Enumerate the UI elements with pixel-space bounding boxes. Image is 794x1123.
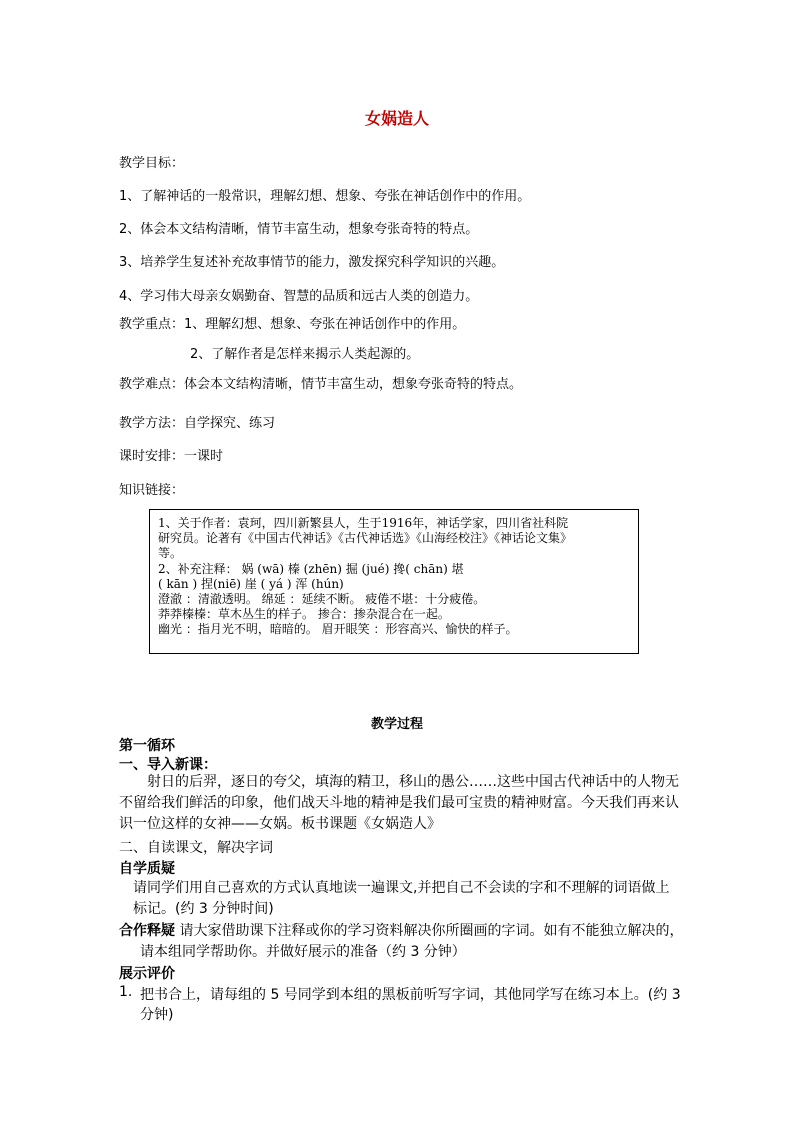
coop-label: 合作释疑 [119,923,175,939]
intro-paragraph: 射日的后羿，逐日的夸父，填海的精卫，移山的愚公……这些中国古代神话中的人物无不留给我们鲜活的印象，他们战天斗地的精神是我们最可宝贵的精神财富。今天我们再来认识一位这样的女神——女娲。板书课题《女娲造人》 [119,774,679,832]
objective-item: 1、了解神话的一般常识，理解幻想、想象、夸张在神话创作中的作用。 [119,189,531,204]
knowledge-line: 莽莽榛榛：草木丛生的样子。 掺合：掺杂混合在一起。 [158,607,450,622]
step-2-heading: 二、自读课文，解决字词 [119,840,273,856]
show-item-text: 把书合上，请每组的 5 号同学到本组的黑板前听写字词，其他同学写在练习本上。(约 3 [140,987,681,1003]
knowledge-line: 2、补充注释： 娲 (wā) 榛 (zhēn) 掘 (jué) 搀( chān) 堪 [158,561,464,576]
self-study-heading: 自学质疑 [119,861,175,877]
cycle-heading: 第一循环 [119,738,175,754]
knowledge-line: 幽光 ：指月光不明，暗暗的。 眉开眼笑 ：形容高兴、愉快的样子。 [158,622,518,637]
knowledge-line: ( kān ) 捏(niē) 崖 ( yá ) 浑 (hún) [158,576,344,591]
self-study-text: 请同学们用自己喜欢的方式认真地读一遍课文,并把自己不会读的字和不理解的词语做上标记。(约 3 分钟时间) [133,880,670,917]
objective-item: 3、培养学生复述补充故事情节的能力，激发探究科学知识的兴趣。 [119,255,505,270]
objective-item: 4、学习伟大母亲女娲勤奋、智慧的品质和远古人类的创造力。 [119,289,479,304]
coop-text: 请大家借助课下注释或你的学习资料解决你所圈画的字词。如有不能独立解决的， [175,923,684,939]
knowledge-line: 等。 [158,546,183,561]
knowledge-line: 澄澈 ：清澈透明。 绵延 ：延续不断。 疲倦不堪：十分疲倦。 [158,592,486,607]
difficulty: 教学难点：体会本文结构清晰，情节丰富生动，想象夸张奇特的特点。 [119,377,523,392]
step-1-heading: 一、导入新课： [119,757,217,773]
knowledge-box [149,509,639,654]
objective-item: 2、体会本文结构清晰，情节丰富生动，想象夸张奇特的特点。 [119,222,479,237]
show-item-number: 1. [119,984,133,1000]
knowledge-line: 1、关于作者：袁珂，四川新繁县人，生于1916年，神话学家，四川省社科院 [158,516,569,530]
page-title: 女娲造人 [364,109,429,128]
schedule: 课时安排：一课时 [119,449,224,464]
knowledge-heading: 知识链接： [119,483,185,498]
teaching-method: 教学方法：自学探究、练习 [119,416,276,431]
process-heading: 教学过程 [370,717,423,732]
key-points-line-1: 教学重点：1、理解幻想、想象、夸张在神话创作中的作用。 [119,317,466,332]
show-item-text-cont: 分钟) [140,1007,174,1023]
show-heading: 展示评价 [119,966,175,982]
knowledge-line: 研究员。论著有《中国古代神话》《古代神话选》《山海经校注》《神话论文集》 [158,531,573,546]
objectives-heading: 教学目标： [119,156,185,171]
coop-line [119,920,683,940]
coop-text-cont: 请本组同学帮助你。并做好展示的准备（约 3 分钟） [140,944,466,960]
key-points-line-2: 2、了解作者是怎样来揭示人类起源的。 [190,347,420,362]
